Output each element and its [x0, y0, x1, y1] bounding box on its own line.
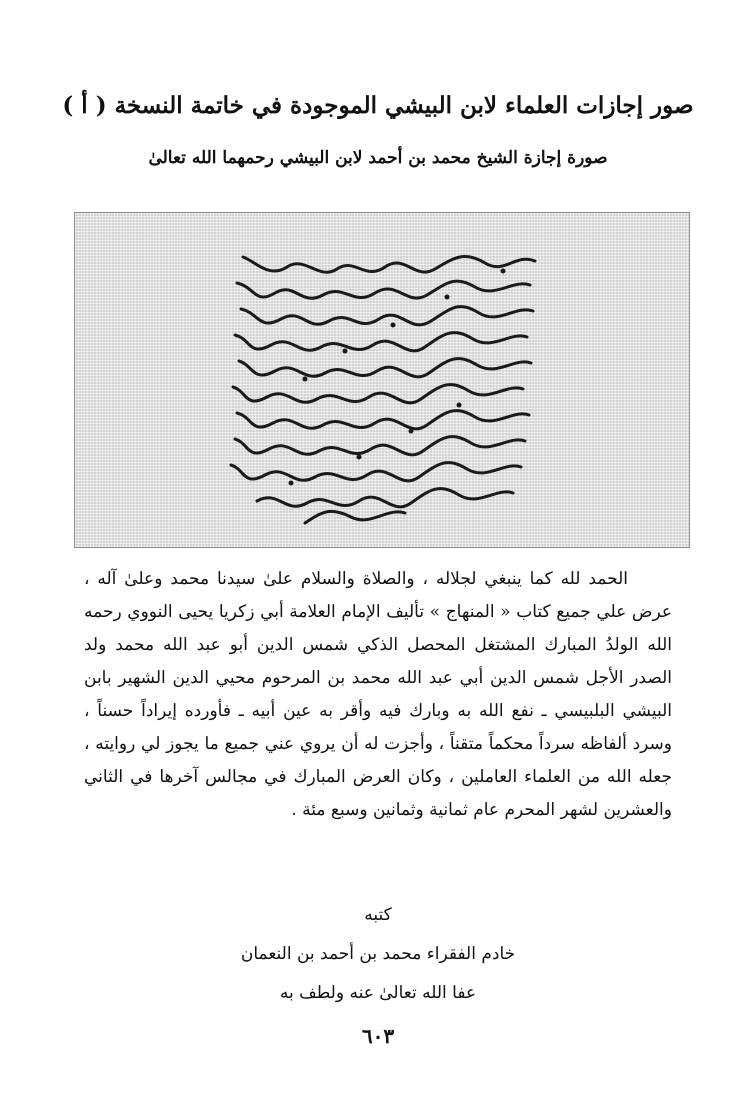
signature-block [120, 896, 636, 1013]
page-number: ٦٠٣ [361, 1024, 395, 1048]
handwriting-line [233, 385, 523, 403]
ink-dots [289, 269, 506, 486]
handwriting-line [235, 333, 527, 351]
signature-line: خادم الفقراء محمد بن أحمد بن النعمان [240, 944, 516, 964]
handwriting-line [257, 489, 513, 507]
handwriting-line [243, 256, 535, 272]
body-text [84, 563, 672, 827]
handwriting-line [235, 437, 525, 455]
page-subtitle: صورة إجازة الشيخ محمد بن أحمد لابن البيشي رحمهما الله تعالىٰ [148, 148, 608, 168]
handwriting-line [231, 463, 521, 481]
handwriting-line [237, 411, 529, 429]
handwriting-line [237, 281, 530, 298]
page-title: صور إجازات العلماء لابن البيشي الموجودة في خاتمة النسخة ( أ ) [62, 92, 694, 119]
handwriting-line [241, 307, 533, 325]
handwriting-line [305, 511, 405, 523]
body-paragraph: الحمد لله كما ينبغي لجلاله ، والصلاة والسلام علىٰ سيدنا محمد وعلىٰ آله ، عرض علي جميع كتاب « المنهاج » تأليف الإمام العلامة أبي زكريا يحيى النووي رحمه الله الولدُ المبارك المشتغل المحصل الذكي شمس الدين أبو عبد الله محمد ولد الصدر الأجل شمس الدين أبي عبد الله محمد بن المرحوم محيي الدين الشهير بابن البيشي البلبيسي ـ نفع الله به وبارك فيه وأقر به عين أبيه ـ فأورده إيراداً حسناً ، وسرد ألفاظه سرداً محكماً متقناً ، وأجزت له أن يروي عني جميع ما يجوز لي روايته ، جعله الله من العلماء العاملين ، وكان العرض المبارك في مجالس آخرها في الثاني والعشرين لشهر المحرم عام ثمانية وثمانين وسبع مئة . [84, 569, 672, 820]
signature-line: عفا الله تعالىٰ عنه ولطف به [279, 983, 477, 1003]
signature-line: كتبه [364, 905, 392, 925]
handwriting-line [239, 359, 531, 377]
handwriting-scribbles [75, 213, 689, 547]
manuscript-image [74, 212, 690, 548]
